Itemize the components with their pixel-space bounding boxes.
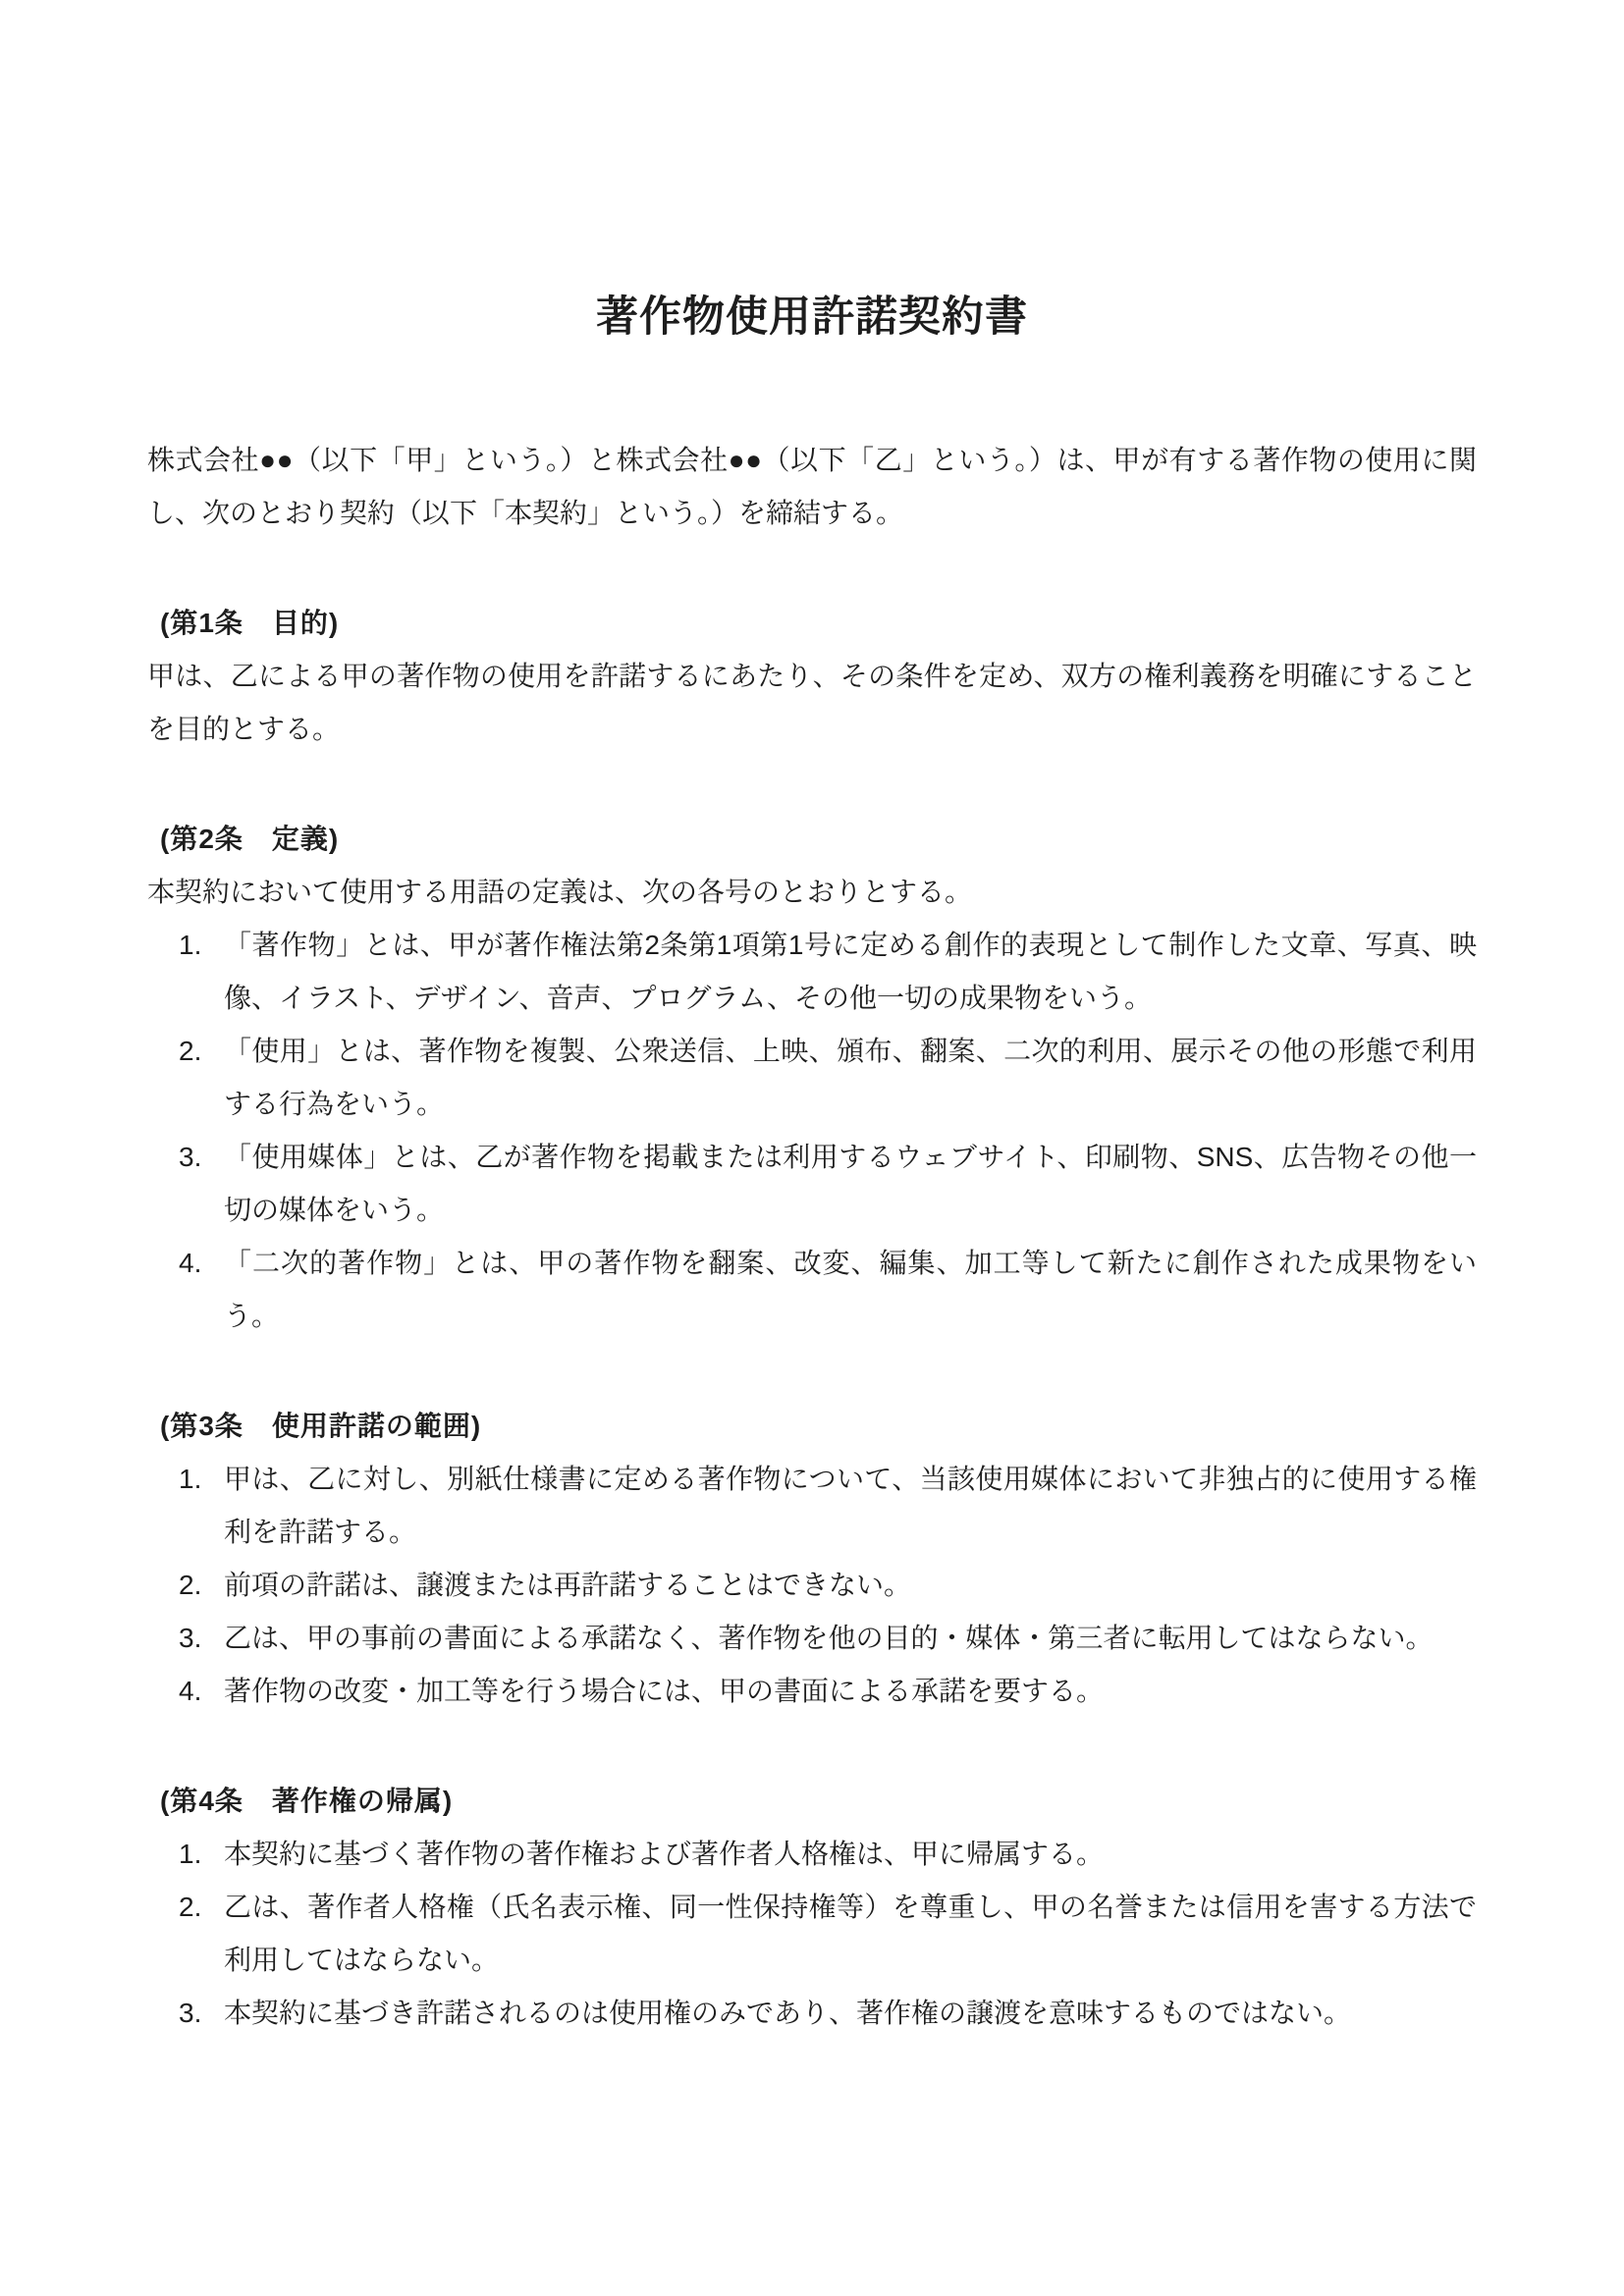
clause-item: 「著作物」とは、甲が著作権法第2条第1項第1号に定める創作的表現として制作した文章、写真、映像、イラスト、デザイン、音声、プログラム、その他一切の成果物をいう。	[224, 930, 1477, 1013]
article-1-purpose	[147, 597, 1477, 756]
article-1-body: 甲は、乙による甲の著作物の使用を許諾するにあたり、その条件を定め、双方の権利義務を明確にすることを目的とする。	[147, 661, 1477, 744]
article-2-definitions	[147, 813, 1477, 1343]
article-2-lead: 本契約において使用する用語の定義は、次の各号のとおりとする。	[147, 877, 973, 907]
clause-item: 前項の許諾は、譲渡または再許諾することはできない。	[224, 1570, 912, 1600]
clause-item: 本契約に基づく著作物の著作権および著作者人格権は、甲に帰属する。	[224, 1839, 1105, 1869]
clause-item: 「使用媒体」とは、乙が著作物を掲載または利用するウェブサイト、印刷物、SNS、広告物その他一切の媒体をいう。	[224, 1142, 1477, 1225]
article-4-clause-list	[147, 1828, 1477, 2040]
article-2-heading: (第2条 定義)	[160, 824, 340, 854]
clause-item: 本契約に基づき許諾されるのは使用権のみであり、著作権の譲渡を意味するものではない。	[224, 1998, 1352, 2028]
intro-paragraph: 株式会社●●（以下「甲」という。）と株式会社●●（以下「乙」という。）は、甲が有する著作物の使用に関し、次のとおり契約（以下「本契約」という。）を締結する。	[147, 445, 1477, 528]
clause-item: 甲は、乙に対し、別紙仕様書に定める著作物について、当該使用媒体において非独占的に使用する権利を許諾する。	[224, 1464, 1477, 1547]
clause-item: 著作物の改変・加工等を行う場合には、甲の書面による承諾を要する。	[224, 1676, 1105, 1706]
article-1-heading: (第1条 目的)	[160, 608, 340, 638]
article-3-heading: (第3条 使用許諾の範囲)	[160, 1411, 482, 1441]
clause-item: 「二次的著作物」とは、甲の著作物を翻案、改変、編集、加工等して新たに創作された成果物をいう。	[224, 1248, 1477, 1331]
clause-item: 乙は、著作者人格権（氏名表示権、同一性保持権等）を尊重し、甲の名誉または信用を害する方法で利用してはならない。	[224, 1892, 1477, 1975]
article-3-clause-list	[147, 1453, 1477, 1718]
article-2-clause-list	[147, 919, 1477, 1343]
clause-item: 乙は、甲の事前の書面による承諾なく、著作物を他の目的・媒体・第三者に転用してはならない。	[224, 1623, 1434, 1653]
document-title: 著作物使用許諾契約書	[596, 294, 1028, 341]
article-4-copyright-ownership	[147, 1775, 1477, 2040]
clause-item: 「使用」とは、著作物を複製、公衆送信、上映、頒布、翻案、二次的利用、展示その他の形態で利用する行為をいう。	[224, 1036, 1477, 1119]
article-4-heading: (第4条 著作権の帰属)	[160, 1786, 454, 1816]
article-3-license-scope	[147, 1400, 1477, 1718]
